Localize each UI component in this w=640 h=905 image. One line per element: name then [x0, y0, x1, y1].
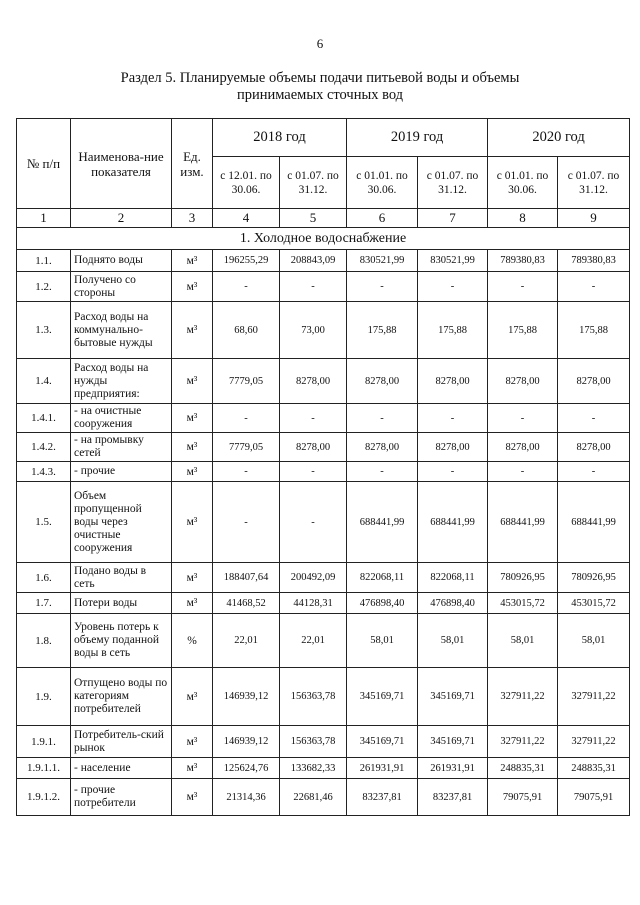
- row-indicator-name: - прочие: [71, 462, 172, 482]
- row-value: 780926,95: [558, 563, 630, 593]
- row-value: 327911,22: [558, 726, 630, 758]
- row-value: 327911,22: [488, 668, 558, 726]
- row-value: 8278,00: [418, 359, 488, 404]
- row-value: -: [213, 404, 280, 433]
- row-value: -: [280, 462, 347, 482]
- header-period: с 01.07. по 31.12.: [558, 157, 630, 209]
- column-number: 7: [418, 209, 488, 228]
- row-value: 780926,95: [488, 563, 558, 593]
- row-number: 1.3.: [17, 302, 71, 359]
- row-value: 453015,72: [488, 593, 558, 614]
- row-value: 476898,40: [347, 593, 418, 614]
- row-indicator-name: Уровень потерь к объему поданной воды в сеть: [71, 614, 172, 668]
- row-value: 8278,00: [347, 433, 418, 462]
- row-unit: м³: [172, 563, 213, 593]
- table-row: [17, 758, 630, 779]
- row-value: 8278,00: [418, 433, 488, 462]
- row-value: 476898,40: [418, 593, 488, 614]
- table-row: [17, 250, 630, 272]
- column-number: 3: [172, 209, 213, 228]
- row-value: 345169,71: [418, 726, 488, 758]
- row-value: 345169,71: [418, 668, 488, 726]
- row-value: 68,60: [213, 302, 280, 359]
- row-value: 7779,05: [213, 433, 280, 462]
- row-value: -: [280, 482, 347, 563]
- row-value: 22681,46: [280, 779, 347, 816]
- row-value: 8278,00: [280, 433, 347, 462]
- column-number: 8: [488, 209, 558, 228]
- section-heading-cold-water: 1. Холодное водоснабжение: [17, 228, 630, 250]
- table-row: [17, 302, 630, 359]
- section-title-heading: [80, 70, 560, 104]
- row-unit: м³: [172, 302, 213, 359]
- row-value: -: [558, 272, 630, 302]
- row-value: -: [213, 462, 280, 482]
- row-value: 8278,00: [558, 359, 630, 404]
- row-number: 1.4.2.: [17, 433, 71, 462]
- row-indicator-name: Подано воды в сеть: [71, 563, 172, 593]
- row-value: -: [558, 462, 630, 482]
- row-value: 22,01: [280, 614, 347, 668]
- row-value: 261931,91: [347, 758, 418, 779]
- row-value: 688441,99: [418, 482, 488, 563]
- row-value: 688441,99: [488, 482, 558, 563]
- row-value: -: [280, 404, 347, 433]
- row-value: 345169,71: [347, 726, 418, 758]
- row-unit: м³: [172, 758, 213, 779]
- row-value: -: [488, 404, 558, 433]
- row-value: 175,88: [558, 302, 630, 359]
- header-year-2020: 2020 год: [488, 119, 630, 157]
- row-value: 327911,22: [558, 668, 630, 726]
- row-unit: м³: [172, 482, 213, 563]
- table-row: [17, 726, 630, 758]
- row-value: 248835,31: [558, 758, 630, 779]
- row-number: 1.9.1.: [17, 726, 71, 758]
- row-number: 1.7.: [17, 593, 71, 614]
- row-unit: м³: [172, 433, 213, 462]
- header-name: Наименова-ние показателя: [71, 119, 172, 209]
- row-unit: м³: [172, 272, 213, 302]
- row-value: 345169,71: [347, 668, 418, 726]
- header-period: с 01.07. по 31.12.: [280, 157, 347, 209]
- row-value: -: [488, 272, 558, 302]
- row-value: 8278,00: [347, 359, 418, 404]
- table-body: [17, 250, 630, 816]
- header-period: с 12.01. по 30.06.: [213, 157, 280, 209]
- column-number: 9: [558, 209, 630, 228]
- row-value: 21314,36: [213, 779, 280, 816]
- row-value: -: [280, 272, 347, 302]
- row-number: 1.5.: [17, 482, 71, 563]
- row-indicator-name: - население: [71, 758, 172, 779]
- row-number: 1.4.: [17, 359, 71, 404]
- table-row: [17, 563, 630, 593]
- row-value: -: [347, 462, 418, 482]
- table-row: [17, 614, 630, 668]
- row-value: 822068,11: [418, 563, 488, 593]
- row-value: 688441,99: [558, 482, 630, 563]
- water-volumes-table: [16, 118, 630, 816]
- row-value: -: [488, 462, 558, 482]
- row-value: 44128,31: [280, 593, 347, 614]
- row-number: 1.4.3.: [17, 462, 71, 482]
- row-value: 73,00: [280, 302, 347, 359]
- row-indicator-name: Отпущено воды по категориям потребителей: [71, 668, 172, 726]
- column-number: 4: [213, 209, 280, 228]
- row-value: -: [347, 272, 418, 302]
- row-value: -: [213, 482, 280, 563]
- title-line-1: Раздел 5. Планируемые объемы подачи питьевой воды и объемы: [120, 70, 520, 86]
- row-number: 1.9.: [17, 668, 71, 726]
- row-value: 175,88: [418, 302, 488, 359]
- row-value: 188407,64: [213, 563, 280, 593]
- row-value: 789380,83: [488, 250, 558, 272]
- row-unit: %: [172, 614, 213, 668]
- row-number: 1.1.: [17, 250, 71, 272]
- row-indicator-name: - на промывку сетей: [71, 433, 172, 462]
- row-number: 1.6.: [17, 563, 71, 593]
- table-row: [17, 462, 630, 482]
- row-unit: м³: [172, 779, 213, 816]
- header-unit: Ед. изм.: [172, 119, 213, 209]
- row-value: -: [347, 404, 418, 433]
- row-indicator-name: Получено со стороны: [71, 272, 172, 302]
- row-value: 8278,00: [558, 433, 630, 462]
- row-value: 453015,72: [558, 593, 630, 614]
- row-value: 41468,52: [213, 593, 280, 614]
- row-value: 83237,81: [418, 779, 488, 816]
- row-value: 789380,83: [558, 250, 630, 272]
- column-number: 2: [71, 209, 172, 228]
- row-value: -: [418, 404, 488, 433]
- row-value: 133682,33: [280, 758, 347, 779]
- row-unit: м³: [172, 359, 213, 404]
- row-value: 8278,00: [280, 359, 347, 404]
- row-value: 688441,99: [347, 482, 418, 563]
- row-value: 248835,31: [488, 758, 558, 779]
- row-number: 1.8.: [17, 614, 71, 668]
- row-value: -: [213, 272, 280, 302]
- header-year-2019: 2019 год: [347, 119, 488, 157]
- row-value: 79075,91: [558, 779, 630, 816]
- row-unit: м³: [172, 250, 213, 272]
- row-value: 22,01: [213, 614, 280, 668]
- row-value: -: [558, 404, 630, 433]
- row-value: 156363,78: [280, 668, 347, 726]
- header-period: с 01.01. по 30.06.: [488, 157, 558, 209]
- page-number: 6: [316, 36, 324, 51]
- row-number: 1.2.: [17, 272, 71, 302]
- header-num: № п/п: [17, 119, 71, 209]
- row-value: 83237,81: [347, 779, 418, 816]
- row-indicator-name: Объем пропущенной воды через очистные сооружения: [71, 482, 172, 563]
- row-value: 822068,11: [347, 563, 418, 593]
- row-indicator-name: Расход воды на нужды предприятия:: [71, 359, 172, 404]
- column-number: 5: [280, 209, 347, 228]
- row-value: 830521,99: [418, 250, 488, 272]
- row-unit: м³: [172, 404, 213, 433]
- row-indicator-name: Поднято воды: [71, 250, 172, 272]
- table-row: [17, 482, 630, 563]
- row-number: 1.4.1.: [17, 404, 71, 433]
- row-number: 1.9.1.1.: [17, 758, 71, 779]
- row-value: 146939,12: [213, 726, 280, 758]
- row-unit: м³: [172, 668, 213, 726]
- column-number: 1: [17, 209, 71, 228]
- table-row: [17, 593, 630, 614]
- table-row: [17, 359, 630, 404]
- title-line-2: принимаемых сточных вод: [236, 87, 404, 103]
- row-value: 208843,09: [280, 250, 347, 272]
- row-unit: м³: [172, 462, 213, 482]
- column-number: 6: [347, 209, 418, 228]
- row-value: 156363,78: [280, 726, 347, 758]
- row-value: 58,01: [488, 614, 558, 668]
- row-value: 196255,29: [213, 250, 280, 272]
- row-value: 58,01: [347, 614, 418, 668]
- table-row: [17, 433, 630, 462]
- row-indicator-name: - прочие потребители: [71, 779, 172, 816]
- row-value: -: [418, 462, 488, 482]
- row-value: 175,88: [347, 302, 418, 359]
- row-value: 146939,12: [213, 668, 280, 726]
- row-value: 79075,91: [488, 779, 558, 816]
- row-value: 261931,91: [418, 758, 488, 779]
- row-unit: м³: [172, 726, 213, 758]
- row-value: 7779,05: [213, 359, 280, 404]
- table-row: [17, 779, 630, 816]
- row-number: 1.9.1.2.: [17, 779, 71, 816]
- row-unit: м³: [172, 593, 213, 614]
- row-indicator-name: Потери воды: [71, 593, 172, 614]
- row-value: 830521,99: [347, 250, 418, 272]
- row-indicator-name: - на очистные сооружения: [71, 404, 172, 433]
- row-indicator-name: Потребитель-ский рынок: [71, 726, 172, 758]
- row-value: 327911,22: [488, 726, 558, 758]
- header-year-2018: 2018 год: [213, 119, 347, 157]
- row-value: 58,01: [418, 614, 488, 668]
- table-row: [17, 404, 630, 433]
- row-value: 8278,00: [488, 359, 558, 404]
- table-row: [17, 272, 630, 302]
- row-value: 58,01: [558, 614, 630, 668]
- header-period: с 01.01. по 30.06.: [347, 157, 418, 209]
- row-value: 125624,76: [213, 758, 280, 779]
- row-value: -: [418, 272, 488, 302]
- row-value: 200492,09: [280, 563, 347, 593]
- row-value: 8278,00: [488, 433, 558, 462]
- header-period: с 01.07. по 31.12.: [418, 157, 488, 209]
- table-row: [17, 668, 630, 726]
- row-indicator-name: Расход воды на коммунально-бытовые нужды: [71, 302, 172, 359]
- row-value: 175,88: [488, 302, 558, 359]
